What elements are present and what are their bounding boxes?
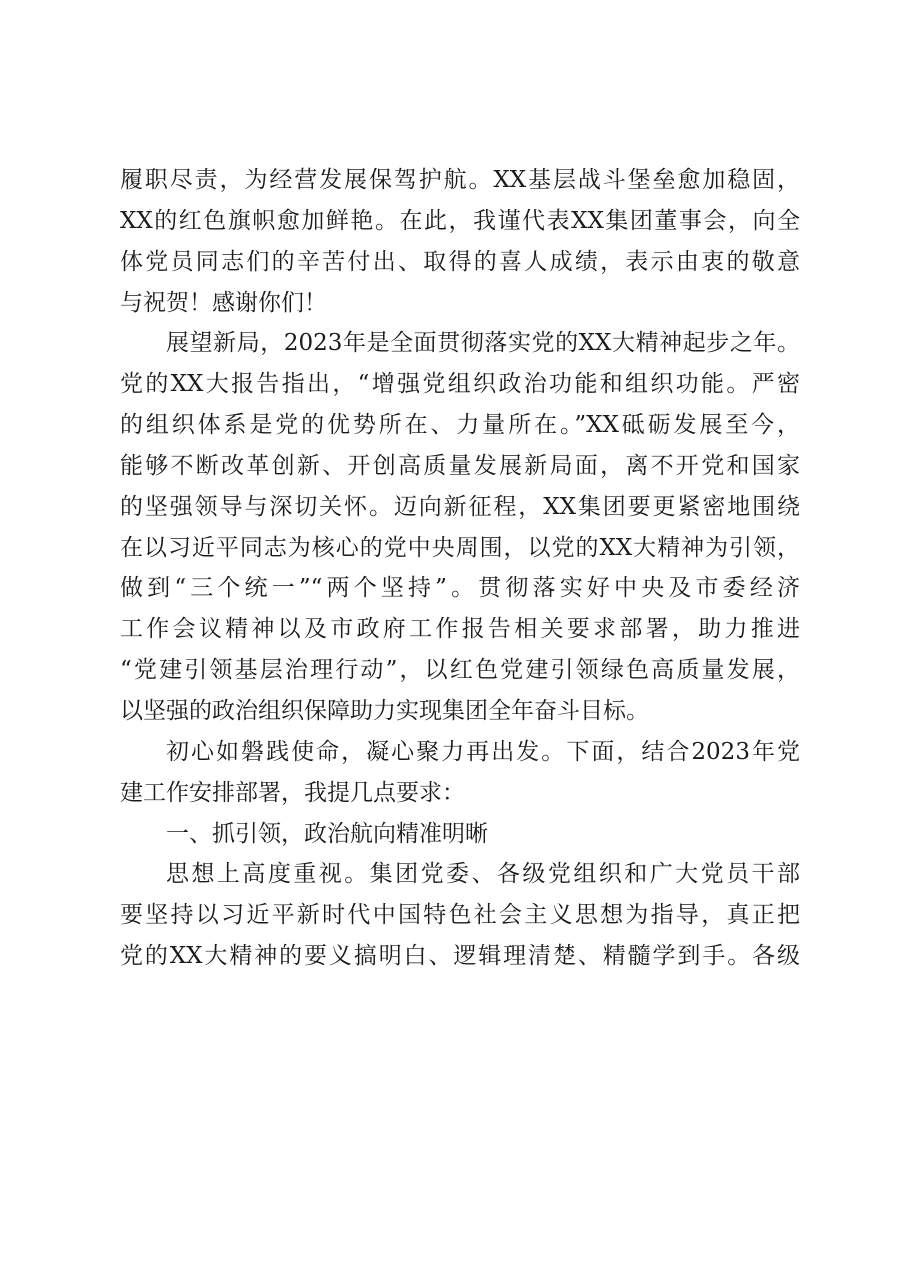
text-line: 党的XX大精神的要义搞明白、逻辑理清楚、精髓学到手。各级 (120, 943, 800, 970)
text-line: 的组织体系是党的优势所在、力量所在。”XX砥砺发展至今， (120, 412, 800, 439)
text-line: 做到“三个统一”“两个坚持”。贯彻落实好中央及市委经济 (120, 575, 800, 602)
section-heading (120, 814, 800, 855)
paragraph-4 (120, 854, 800, 977)
text-line: 党的XX大报告指出，“增强党组织政治功能和组织功能。严密 (120, 371, 800, 398)
text-line: 以坚强的政治组织保障助力实现集团全年奋斗目标。 (120, 697, 649, 724)
text-line: “党建引领基层治理行动”，以红色党建引领绿色高质量发展， (120, 657, 800, 684)
paragraph-1 (120, 160, 800, 323)
paragraph-2 (120, 323, 800, 731)
text-line: 与祝贺！感谢你们！ (120, 289, 327, 316)
text-line: 思想上高度重视。集团党委、各级党组织和广大党员干部 (166, 861, 800, 888)
text-line: 工作会议精神以及市政府工作报告相关要求部署，助力推进 (120, 616, 800, 643)
text-line: 要坚持以习近平新时代中国特色社会主义思想为指导，真正把 (120, 902, 800, 929)
heading-text: 一、抓引领，政治航向精准明晰 (166, 820, 488, 847)
paragraph-3 (120, 732, 800, 814)
text-line: 的坚强领导与深切关怀。迈向新征程，XX集团要更紧密地围绕 (120, 493, 800, 520)
text-line: 展望新局，2023年是全面贯彻落实党的XX大精神起步之年。 (166, 330, 800, 357)
text-line: 建工作安排部署，我提几点要求： (120, 779, 465, 806)
body-text (120, 160, 800, 977)
text-line: 在以习近平同志为核心的党中央周围，以党的XX大精神为引领， (120, 534, 800, 561)
text-line: XX的红色旗帜愈加鲜艳。在此，我谨代表XX集团董事会，向全 (120, 207, 800, 234)
text-line: 履职尽责，为经营发展保驾护航。XX基层战斗堡垒愈加稳固， (120, 167, 800, 193)
text-line: 初心如磐践使命，凝心聚力再出发。下面，结合2023年党 (166, 738, 800, 765)
text-line: 能够不断改革创新、开创高质量发展新局面，离不开党和国家 (120, 452, 800, 479)
text-line: 体党员同志们的辛苦付出、取得的喜人成绩，表示由衷的敬意 (120, 248, 800, 275)
